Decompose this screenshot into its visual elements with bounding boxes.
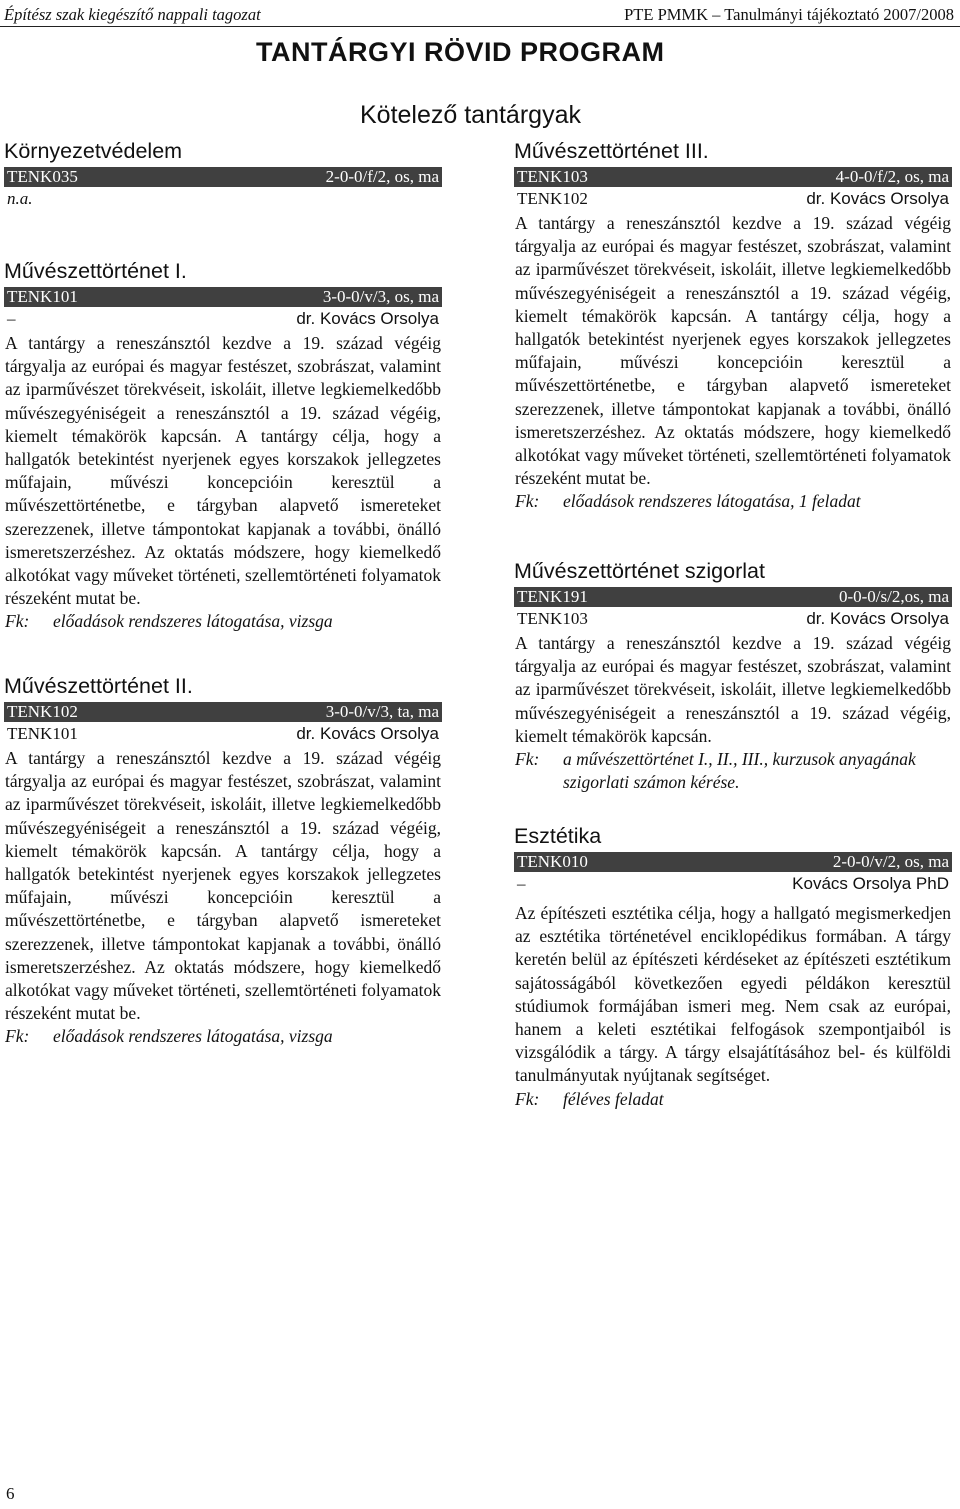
course-title: Művészettörténet II. bbox=[4, 674, 193, 698]
course-description: A tantárgy a reneszánsztól kezdve a 19. század végéig tárgyalja az európai és magyar festészet, szobrászat, valamint az iparművészet törekvéseit, iskoláit, illetve legkiemelkedőbb művészegyéniségeit a reneszánsztól a 19. század végéig, kiemelt témakörök kapcsán. bbox=[515, 633, 951, 746]
requirement-text: előadások rendszeres látogatása, vizsga bbox=[53, 1026, 333, 1047]
course-info-row bbox=[514, 607, 952, 631]
left-column bbox=[4, 138, 442, 1049]
section-title: Kötelező tantárgyak bbox=[360, 101, 581, 129]
course-code: TENK191 bbox=[517, 587, 588, 606]
course-prereq: n.a. bbox=[7, 189, 33, 208]
page-header bbox=[0, 0, 960, 27]
course-prereq: TENK101 bbox=[7, 724, 78, 743]
course-requirement bbox=[514, 1088, 952, 1111]
course-title: Művészettörténet szigorlat bbox=[514, 559, 765, 583]
course-code-bar bbox=[4, 287, 442, 307]
course-block bbox=[4, 258, 442, 673]
course-instructor: Kovács Orsolya PhD bbox=[792, 874, 949, 893]
right-column bbox=[514, 138, 952, 1111]
course-title: Művészettörténet III. bbox=[514, 139, 709, 163]
course-requirement bbox=[514, 748, 952, 794]
course-credits: 4-0-0/f/2, os, ma bbox=[835, 167, 949, 186]
course-code-bar bbox=[4, 702, 442, 722]
course-description: A tantárgy a reneszánsztól kezdve a 19. század végéig tárgyalja az európai és magyar festészet, szobrászat, valamint az iparművészet törekvéseit, iskoláit, illetve legkiemelkedőbb művészegyéniségeit a reneszánsztól a 19. század végéig, kiemelt témakörök kapcsán. A tantárgy célja, hogy a hallgatók betekintést nyerjenek egyes korszakok jellegzetes műfajain, művészi koncepcióin keresztül a művészettörténetbe, e tárgyban alapvető ismereteket szerezzenek, illetve támpontokat kapjanak a további, önálló ismeretszerzéshez. Az oktatás módszere, hogy kiemelkedő alkotókat vagy műveket történeti, szellemtörténeti folyamatok részeként mutat be. bbox=[515, 213, 951, 489]
course-block bbox=[4, 673, 442, 1049]
course-code: TENK103 bbox=[517, 167, 588, 186]
course-title: Művészettörténet I. bbox=[4, 259, 187, 283]
course-block bbox=[514, 558, 952, 823]
course-description: Az építészeti esztétika célja, hogy a hallgató megismerkedjen az esztétika történetével enciklopédikus formában. A tárgy keretén belül az építészeti kérdéseket az építészeti esztétikum sajátosságából következően egyedi példákon keresztül stúdiumok formájában ismeri meg. Nem csak az európai, hanem a keleti esztétikai felfogások szempontjaiból is vizsgálódik a tárgy. A tárgy elsajátításához bel- és külföldi tanulmányutak nyújtanak segítséget. bbox=[515, 903, 951, 1086]
course-credits: 2-0-0/f/2, os, ma bbox=[325, 167, 439, 186]
header-left-text: Építész szak kiegészítő nappali tagozat bbox=[4, 5, 261, 24]
requirement-label: Fk: bbox=[515, 491, 540, 512]
course-credits: 0-0-0/s/2,os, ma bbox=[838, 587, 949, 606]
requirement-label: Fk: bbox=[5, 1026, 30, 1047]
course-code: TENK010 bbox=[517, 852, 588, 871]
course-code: TENK035 bbox=[7, 167, 78, 186]
course-info-row bbox=[4, 187, 442, 211]
course-requirement bbox=[4, 1025, 442, 1048]
course-requirement bbox=[514, 490, 952, 513]
course-prereq: – bbox=[7, 309, 16, 328]
course-block bbox=[514, 823, 952, 1111]
course-title: Esztétika bbox=[514, 824, 602, 848]
course-description: A tantárgy a reneszánsztól kezdve a 19. század végéig tárgyalja az európai és magyar festészet, szobrászat, valamint az iparművészet törekvéseit, iskoláit, illetve legkiemelkedőbb művészegyéniségeit a reneszánsztól a 19. század végéig, kiemelt témakörök kapcsán. A tantárgy célja, hogy a hallgatók betekintést nyerjenek egyes korszakok jellegzetes műfajain, művészi koncepcióin keresztül a művészettörténetbe, e tárgyban alapvető ismereteket szerezzenek, illetve támpontokat kapjanak a további, önálló ismeretszerzéshez. Az oktatás módszere, hogy kiemelkedő alkotókat vagy műveket történeti, szellemtörténeti folyamatok részeként mutat be. bbox=[5, 333, 441, 609]
course-instructor: dr. Kovács Orsolya bbox=[296, 309, 439, 328]
course-code-bar bbox=[514, 852, 952, 872]
requirement-text: előadások rendszeres látogatása, vizsga bbox=[53, 611, 333, 632]
header-right-text: PTE PMMK – Tanulmányi tájékoztató 2007/2008 bbox=[624, 5, 954, 24]
course-prereq: – bbox=[517, 874, 526, 893]
requirement-text: a művészettörténet I., II., III., kurzusok anyagának szigorlati számon kérése. bbox=[563, 749, 916, 793]
requirement-text: előadások rendszeres látogatása, 1 feladat bbox=[563, 491, 861, 512]
course-code-bar bbox=[4, 167, 442, 187]
course-instructor: dr. Kovács Orsolya bbox=[806, 609, 949, 628]
course-info-row bbox=[4, 722, 442, 746]
course-credits: 2-0-0/v/2, os, ma bbox=[832, 852, 949, 871]
course-code-bar bbox=[514, 167, 952, 187]
page-number: 6 bbox=[6, 1484, 15, 1503]
course-code-bar bbox=[514, 587, 952, 607]
course-title: Környezetvédelem bbox=[4, 139, 183, 163]
course-prereq: TENK102 bbox=[517, 189, 588, 208]
course-info-row bbox=[514, 187, 952, 211]
course-credits: 3-0-0/v/3, os, ma bbox=[322, 287, 439, 306]
course-block bbox=[514, 138, 952, 558]
course-requirement bbox=[4, 610, 442, 633]
course-description: A tantárgy a reneszánsztól kezdve a 19. század végéig tárgyalja az európai és magyar festészet, szobrászat, valamint az iparművészet törekvéseit, iskoláit, illetve legkiemelkedőbb művészegyéniségeit a reneszánsztól a 19. század végéig, kiemelt témakörök kapcsán. A tantárgy célja, hogy a hallgatók betekintést nyerjenek egyes korszakok jellegzetes műfajain, művészi koncepcióin keresztül a művészettörténetbe, e tárgyban alapvető ismereteket szerezzenek, illetve támpontokat kapjanak a további, önálló ismeretszerzéshez. Az oktatás módszere, hogy kiemelkedő alkotókat vagy műveket történeti, szellemtörténeti folyamatok részeként mutat be. bbox=[5, 748, 441, 1024]
course-prereq: TENK103 bbox=[517, 609, 588, 628]
course-credits: 3-0-0/v/3, ta, ma bbox=[325, 702, 439, 721]
course-code: TENK101 bbox=[7, 287, 78, 306]
requirement-label: Fk: bbox=[515, 749, 540, 770]
course-instructor: dr. Kovács Orsolya bbox=[806, 189, 949, 208]
course-info-row bbox=[4, 307, 442, 331]
requirement-label: Fk: bbox=[515, 1088, 540, 1109]
course-code: TENK102 bbox=[7, 702, 78, 721]
document-title: TANTÁRGYI RÖVID PROGRAM bbox=[256, 37, 665, 67]
course-info-row bbox=[514, 872, 952, 896]
course-instructor: dr. Kovács Orsolya bbox=[296, 724, 439, 743]
requirement-text: féléves feladat bbox=[563, 1088, 664, 1109]
course-block bbox=[4, 138, 442, 258]
requirement-label: Fk: bbox=[5, 611, 30, 632]
